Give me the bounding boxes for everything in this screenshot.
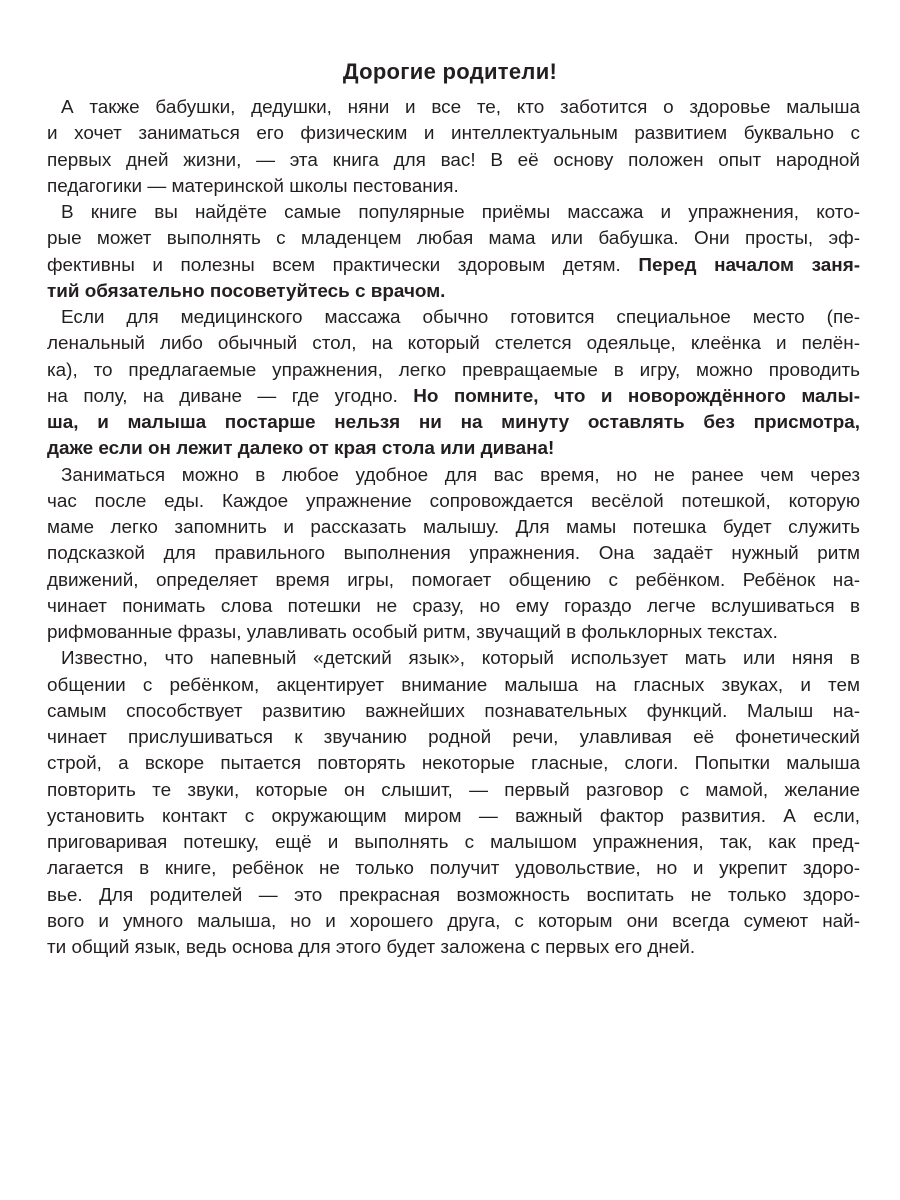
text-line xyxy=(47,699,860,725)
text-run: чинает понимать слова потешки не сразу, но ему гораздо легче вслушиваться в xyxy=(47,595,860,617)
text-line xyxy=(47,95,860,121)
text-line xyxy=(47,463,860,489)
text-run: ленальный либо обычный стол, на который стелется одеяльце, клеёнка и пелён- xyxy=(47,333,860,355)
text-run: повторить те звуки, которые он слышит, — первый разговор с мамой, желание xyxy=(47,779,860,801)
text-line xyxy=(47,935,860,961)
paragraph xyxy=(47,305,860,463)
text-run: В книге вы найдёте самые популярные приёмы массажа и упражнения, кото- xyxy=(61,202,860,223)
text-run: ти общий язык, ведь основа для этого будет заложена с первых его дней. xyxy=(47,937,696,958)
text-run: ка), то предлагаемые упражнения, легко превращаемые в игру, можно проводить xyxy=(47,359,860,381)
text-line xyxy=(47,909,860,935)
text-run: час после еды. Каждое упражнение сопровождается весёлой потешкой, которую xyxy=(47,490,860,512)
text-line xyxy=(47,725,860,751)
text-line xyxy=(47,331,860,357)
text-line xyxy=(47,620,860,646)
text-run: вого и умного малыша, но и хорошего друга, с которым они всегда сумеют най- xyxy=(47,910,860,932)
text-run: первых дней жизни, — эта книга для вас! В её основу положен опыт народной xyxy=(47,149,860,171)
text-line xyxy=(47,121,860,147)
text-run: вье. Для родителей — это прекрасная возможность воспитать не только здоро- xyxy=(47,884,860,906)
text-run: строй, а вскоре пытается повторять некоторые гласные, слоги. Попытки малыша xyxy=(47,753,860,775)
text-run: на полу, на диване — где угодно. xyxy=(47,385,414,407)
paragraph xyxy=(47,646,860,961)
text-run: чинает прислушиваться к звучанию родной речи, улавливая её фонетический xyxy=(47,727,860,748)
text-run: подсказкой для правильного выполнения упражнения. Она задаёт нужный ритм xyxy=(47,543,860,565)
text-line xyxy=(47,226,860,252)
text-run: фективны и полезны всем практически здоровым детям. xyxy=(47,254,639,276)
text-line xyxy=(47,594,860,620)
text-line xyxy=(47,436,860,462)
text-line xyxy=(47,489,860,515)
text-run: Заниматься можно в любое удобное для вас время, но не ранее чем через xyxy=(61,464,860,486)
text-line xyxy=(47,568,860,594)
text-run: установить контакт с окружающим миром — важный фактор развития. А если, xyxy=(47,805,860,827)
text-run: рые может выполнять с младенцем любая мама или бабушка. Они просты, эф- xyxy=(47,228,860,250)
text-run: педагогики — материнской школы пестования. xyxy=(47,175,459,197)
paragraph xyxy=(47,463,860,647)
text-line xyxy=(47,673,860,699)
text-line xyxy=(47,515,860,541)
text-line xyxy=(47,646,860,672)
paragraph xyxy=(47,200,860,305)
text-run: А также бабушки, дедушки, няни и все те, кто заботится о здоровье малыша xyxy=(61,97,860,118)
text-line xyxy=(47,804,860,830)
text-run: общении с ребёнком, акцентирует внимание малыша на гласных звуках, и тем xyxy=(47,674,860,696)
text-run: маме легко запомнить и рассказать малышу. Для мамы потешка будет служить xyxy=(47,517,860,538)
text-line xyxy=(47,253,860,279)
body-text xyxy=(47,95,860,961)
text-line xyxy=(47,541,860,567)
bold-text: тий обязательно посоветуйтесь с врачом. xyxy=(47,280,446,302)
text-run: лагается в книге, ребёнок не только получит удовольствие, но и укрепит здоро- xyxy=(47,858,860,880)
text-line xyxy=(47,830,860,856)
text-line xyxy=(47,174,860,200)
bold-text: даже если он лежит далеко от края стола или дивана! xyxy=(47,438,555,460)
text-line xyxy=(47,279,860,305)
text-run: Известно, что напевный «детский язык», который использует мать или няня в xyxy=(61,648,860,670)
text-run: самым способствует развитию важнейших познавательных функций. Малыш на- xyxy=(47,700,860,722)
text-run: приговаривая потешку, ещё и выполнять с малышом упражнения, так, как пред- xyxy=(47,832,860,853)
text-line xyxy=(47,751,860,777)
page-title: Дорогие родители! xyxy=(342,58,558,84)
text-line xyxy=(47,358,860,384)
text-line xyxy=(47,856,860,882)
text-line xyxy=(47,410,860,436)
text-run: движений, определяет время игры, помогает общению с ребёнком. Ребёнок на- xyxy=(47,569,860,591)
paragraph xyxy=(47,95,860,200)
text-line xyxy=(47,778,860,804)
text-run: и хочет заниматься его физическим и интеллектуальным развитием буквально с xyxy=(47,123,860,145)
text-line xyxy=(47,305,860,331)
text-line xyxy=(47,883,860,909)
bold-text: Но помните, что и новорождённого малы- xyxy=(413,385,860,407)
bold-text: ша, и малыша постарше нельзя ни на минуту оставлять без присмотра, xyxy=(47,412,860,433)
text-line xyxy=(47,384,860,410)
text-line xyxy=(47,148,860,174)
text-run: рифмованные фразы, улавливать особый ритм, звучащий в фольклорных текстах. xyxy=(47,622,778,643)
bold-text: Перед началом заня- xyxy=(638,254,861,276)
text-run: Если для медицинского массажа обычно готовится специальное место (пе- xyxy=(61,307,860,328)
text-line xyxy=(47,200,860,226)
